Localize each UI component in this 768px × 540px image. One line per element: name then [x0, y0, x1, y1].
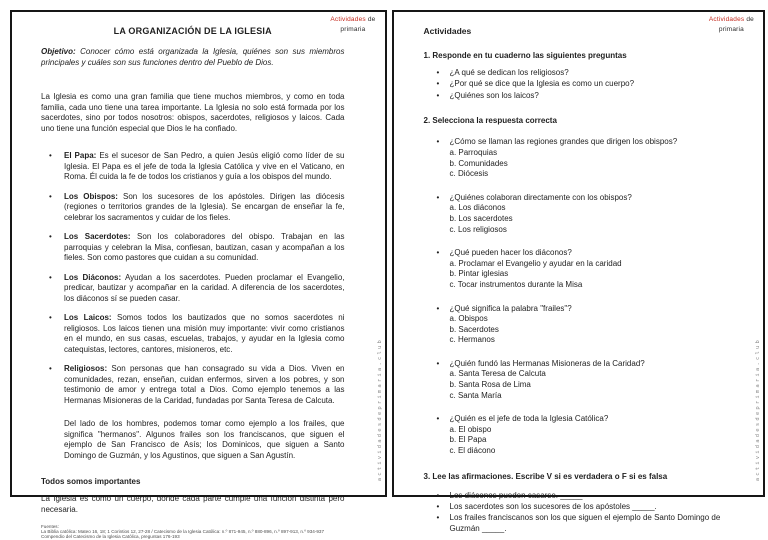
question-text: ¿Cómo se llaman las regiones grandes que dirigen los obispos?	[449, 137, 678, 147]
question-text: ¿Qué significa la palabra "frailes"?	[449, 303, 572, 313]
brand-line2: primaria	[718, 25, 744, 33]
brand-suffix: de	[746, 16, 754, 23]
section3-list	[424, 491, 732, 535]
list-item: • ¿A qué se dedican los religiosos?	[424, 68, 732, 79]
list-item: • Los diáconos pueden casarse. _____	[424, 491, 732, 502]
question-text: ¿Quién es el jefe de toda la Iglesia Católica?	[449, 414, 609, 424]
list-item: • ¿Quiénes son los laicos?	[424, 91, 732, 102]
list-item: • Los frailes franciscanos son los que siguen el ejemplo de Santo Domingo de Guzmán _____.	[424, 513, 732, 535]
list-item	[41, 364, 345, 406]
option: b. Pintar iglesias	[449, 269, 509, 279]
member-term: Los Diáconos:	[64, 272, 122, 282]
member-term: Los Obispos:	[64, 191, 118, 201]
sources-line: Compendio del Catecismo de la Iglesia Católica, preguntas 176-193	[41, 533, 180, 539]
option: b. Santa Rosa de Lima	[449, 380, 531, 390]
option: c. El diácono	[449, 446, 496, 456]
question-text: ¿Qué pueden hacer los diáconos?	[449, 248, 572, 258]
section1-list	[424, 68, 732, 101]
option: a. Proclamar el Evangelio y ayudar en la caridad	[449, 258, 622, 268]
list-item	[41, 273, 345, 305]
option: b. Comunidades	[449, 158, 508, 168]
question-text: ¿Quién fundó las Hermanas Misioneras de la Caridad?	[449, 358, 645, 368]
member-desc: Somos todos los bautizados que no somos sacerdotes ni religiosos. Los laicos tienen una misión muy importante: vivir como cristianos en el mundo, en sus casas, escuelas, trabajos, y ayudar en la Iglesia como catequistas, lectores, cantores, misioneros, etc.	[64, 313, 345, 354]
member-desc: Son personas que han consagrado su vida a Dios. Viven en comunidades, rezan, enseñan, cuidan enfermos, sirven a los pobres, y son testimonio de amor y entrega total a Dios. Como ejemplo tenemos a las Hermanas Misioneras de la Caridad, fundadas por Santa Teresa de Calcuta.	[64, 364, 345, 405]
section2-title: 2. Selecciona la respuesta correcta	[423, 116, 557, 126]
option: a. Parroquias	[449, 147, 498, 157]
list-item	[41, 192, 345, 224]
page-activities	[392, 10, 766, 534]
member-desc: Son los colaboradores del obispo. Trabajan en las parroquias y celebran la Misa, confiesan, bautizan, casan y acompañan a los fieles. Son como pastores que cuidan a su comunidad.	[64, 232, 345, 262]
page-content	[10, 10, 387, 539]
page-title: LA ORGANIZACIÓN DE LA IGLESIA	[113, 26, 272, 36]
option: a. Santa Teresa de Calcuta	[449, 369, 546, 379]
list-item	[41, 151, 345, 183]
subheading: Todos somos importantes	[41, 477, 141, 486]
objective-text: Conocer cómo está organizada la Iglesia, quiénes son sus miembros principales y cuáles son sus funciones dentro del Pueblo de Dios.	[41, 47, 345, 67]
members-list	[41, 151, 345, 406]
question-text: ¿Quiénes colaboran directamente con los obispos?	[449, 192, 632, 202]
member-term: Los Laicos:	[64, 313, 112, 322]
member-desc: Ayudan a los sacerdotes. Pueden proclamar el Evangelio, predicar, bautizar y acompañar en la caridad. A diferencia de los sacerdotes, los diáconos sí se pueden casar.	[64, 272, 345, 303]
activities-heading: Actividades	[423, 26, 472, 36]
brand-logo	[709, 15, 754, 35]
member-desc: Son los sucesores de los apóstoles. Dirigen las diócesis (regiones o territorios grandes de la Iglesia). Se encargan de enseñar la fe, celebrar los sacramentos y cuidar de los fieles.	[64, 191, 345, 222]
option: b. Sacerdotes	[449, 324, 499, 334]
question-item	[424, 359, 732, 401]
sources-line: La Biblia católica: Mateo 16, 18; 1 Corintios 12, 27-28 / Catecismo de la Iglesia Católica: n.º 871-945, n.º 880-896, n.º 897-913, n.º 934-937	[41, 528, 325, 534]
option: c. Santa María	[449, 390, 502, 400]
list-item	[41, 313, 345, 355]
question-item	[424, 193, 732, 235]
member-term: Los Sacerdotes:	[64, 232, 131, 241]
question-item	[424, 414, 732, 456]
brand-line2: primaria	[340, 25, 366, 33]
option: a. Los diáconos	[449, 203, 506, 213]
option: b. Los sacerdotes	[449, 213, 513, 223]
member-desc: Es el sucesor de San Pedro, a quien Jesús eligió como líder de su Iglesia. El Papa es el jefe de toda la Iglesia Católica y vive en el Vaticano, en Roma. Él cuida la fe de todos los cristianos y guía a los obispos del mundo.	[64, 151, 345, 181]
section1-title: 1. Responde en tu cuaderno las siguientes preguntas	[423, 51, 627, 60]
option: c. Diócesis	[449, 169, 489, 179]
list-item: • Los sacerdotes son los sucesores de los apóstoles _____.	[424, 502, 732, 513]
option: c. Los religiosos	[449, 224, 507, 234]
brand-logo	[330, 15, 375, 35]
list-item	[41, 232, 345, 264]
question-item	[424, 248, 732, 290]
sources-footnote	[41, 525, 345, 540]
closing-paragraph: La Iglesia es como un cuerpo, donde cada parte cumple una función distinta pero necesaria.	[41, 494, 345, 514]
section3-title: 3. Lee las afirmaciones. Escribe V si es verdadera o F si es falsa	[423, 471, 668, 481]
member-term: Religiosos:	[64, 364, 108, 373]
member-term: El Papa:	[64, 151, 97, 160]
option: a. Obispos	[449, 314, 488, 324]
question-item	[424, 137, 732, 179]
brand-name: Actividades	[708, 16, 745, 23]
list-item: • ¿Por qué se dice que la Iglesia es como un cuerpo?	[424, 79, 732, 90]
objective-label: Objetivo:	[41, 47, 76, 56]
brand-suffix: de	[367, 16, 376, 23]
sources-label: Fuentes:	[41, 524, 59, 529]
section2-questions	[424, 137, 732, 456]
option: b. El Papa	[449, 435, 487, 445]
intro-paragraph: La Iglesia es como una gran familia que tiene muchos miembros, y como en toda familia, cada uno tiene una tarea importante. La Iglesia no solo está formada por los sacerdotes, sino por todos nosotros: obispos, sacerdotes, religiosos y laicos. Cada uno tiene una función especial que Dios le ha confiado.	[41, 92, 345, 133]
frailes-paragraph: Del lado de los hombres, podemos tomar como ejemplo a los frailes, que significa "hermanos". Algunos frailes son los franciscanos, que siguen el ejemplo de San Francisco de Asís; los Dominicos, que siguen a Santo Domingo de Guzmán, y los Agustinos, que siguen a San Agustín.	[64, 419, 345, 460]
objective-paragraph	[41, 47, 345, 68]
brand-name: Actividades	[330, 16, 366, 23]
option: c. Tocar instrumentos durante la Misa	[449, 279, 583, 289]
option: c. Hermanos	[449, 335, 495, 345]
watermark-url: actividadesdeprimaria.club	[755, 337, 761, 481]
watermark-url: actividadesdeprimaria.club	[376, 337, 383, 481]
question-item	[424, 304, 732, 346]
option: a. El obispo	[449, 424, 492, 434]
